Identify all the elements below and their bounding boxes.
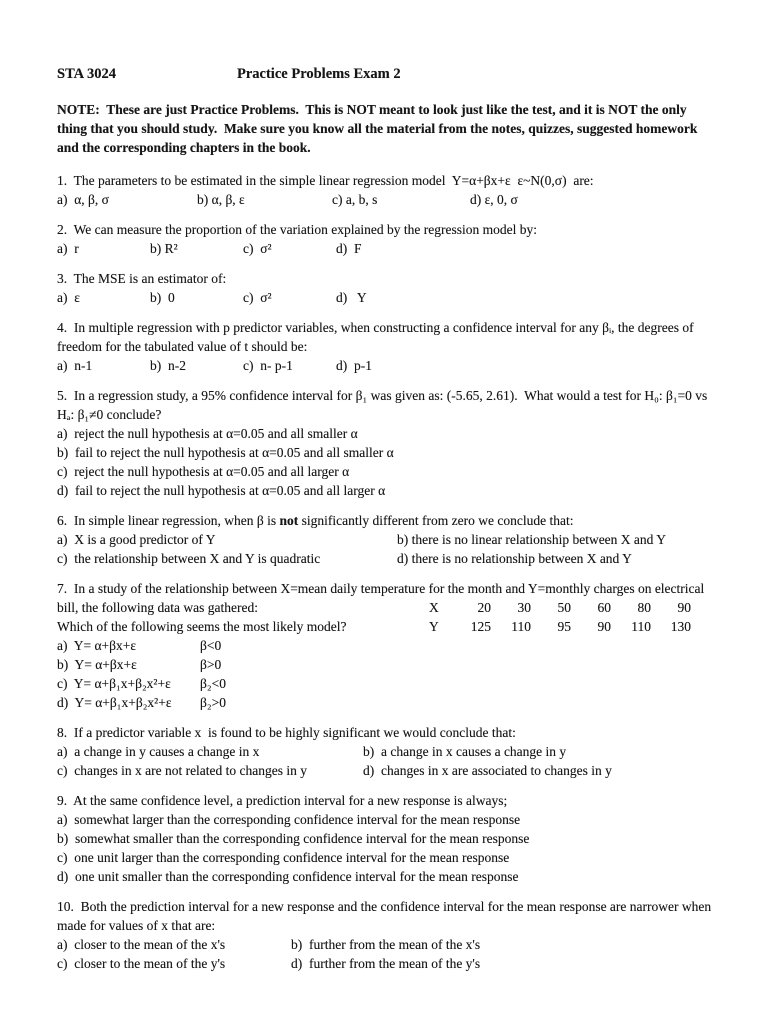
question-10 [57,897,718,973]
q3-option-a: a) ε [57,290,80,305]
question-4 [57,318,718,375]
q7-y-label: Y [429,619,439,634]
q10-options-row-2 [57,954,718,973]
course-code: STA 3024 [57,66,116,82]
q6-options-row-2 [57,549,718,568]
q10-stem: 10. Both the prediction interval for a new response and the confidence interval for the mean response are narrower when made for values of x that are: [57,899,715,933]
q7-x-5: 90 [677,600,691,615]
q6-option-d: d) there is no relationship between X and Y [397,551,632,566]
q9-option-c: c) one unit larger than the corresponding confidence interval for the mean response [57,850,510,865]
q7-option-a-condition: β<0 [200,638,222,653]
q7-stem-left [57,598,429,636]
q8-options-row-2 [57,761,718,780]
q10-option-b: b) further from the mean of the x's [291,937,481,952]
question-2 [57,220,718,258]
q7-x-label: X [429,600,439,615]
q8-option-d: d) changes in x are associated to changes in y [363,763,612,778]
q6-stem-before: 6. In simple linear regression, when β is [57,513,280,528]
q8-stem: 8. If a predictor variable x is found to be highly significant we would conclude that: [57,725,516,740]
q6-options-row-1 [57,530,718,549]
q4-option-a: a) n-1 [57,358,93,373]
q2-stem: 2. We can measure the proportion of the variation explained by the regression model by: [57,222,538,237]
q7-y-4: 110 [631,619,651,634]
q1-option-b: b) α, β, ε [197,192,245,207]
q7-x-4: 80 [637,600,651,615]
q6-stem-after: significantly different from zero we conclude that: [298,513,574,528]
question-1 [57,171,718,209]
q7-stem-line-2: bill, the following data was gathered: [57,600,258,615]
q4-option-b: b) n-2 [150,358,186,373]
q9-option-a: a) somewhat larger than the corresponding confidence interval for the mean response [57,812,521,827]
q6-stem-bold: not [279,513,299,528]
q5-option-d: d) fail to reject the null hypothesis at α=0.05 and all larger α [57,483,386,498]
q7-x-0: 20 [477,600,491,615]
q3-option-d: d) Y [336,290,367,305]
q1-option-c: c) a, b, s [332,192,378,207]
q7-y-5: 130 [670,619,691,634]
q4-stem: 4. In multiple regression with p predictor variables, when constructing a confidence interval for any βᵢ, the degrees of freedom for the tabulated value of t should be: [57,320,697,354]
q9-option-d: d) one unit smaller than the corresponding confidence interval for the mean response [57,869,519,884]
q1-option-a: a) α, β, σ [57,192,109,207]
q7-y-2: 95 [557,619,571,634]
question-8 [57,723,718,780]
q1-stem: 1. The parameters to be estimated in the simple linear regression model Y=α+βx+ε ε~N(0,σ) are: [57,173,594,188]
q7-data [429,598,691,636]
q8-option-a: a) a change in y causes a change in x [57,744,260,759]
q10-option-c: c) closer to the mean of the y's [57,956,226,971]
q10-options-row-1 [57,935,718,954]
q5-option-a: a) reject the null hypothesis at α=0.05 and all smaller α [57,426,358,441]
q7-stem-line-1: 7. In a study of the relationship between X=mean daily temperature for the month and Y=monthly charges on electrical [57,581,705,596]
q7-x-3: 60 [597,600,611,615]
q2-options [57,239,718,258]
q8-options-row-1 [57,742,718,761]
q2-option-c: c) σ² [243,241,272,256]
q10-option-a: a) closer to the mean of the x's [57,937,226,952]
q2-option-d: d) F [336,241,362,256]
q7-option-c-condition: β₂<0 [200,676,226,691]
q4-options [57,356,718,375]
q7-option-d [57,693,718,712]
q7-data-table [429,598,691,636]
q6-option-b: b) there is no linear relationship between X and Y [397,532,667,547]
q4-option-d: d) p-1 [336,358,372,373]
q6-option-c: c) the relationship between X and Y is quadratic [57,551,321,566]
q7-option-c [57,674,718,693]
question-5 [57,386,718,500]
q7-option-b [57,655,718,674]
q7-option-a [57,636,718,655]
q6-stem [57,511,718,530]
q7-option-b-formula: b) Y= α+βx+ε [57,657,137,672]
q7-stem-line-3: Which of the following seems the most likely model? [57,619,347,634]
note-paragraph: NOTE: These are just Practice Problems. This is NOT meant to look just like the test, and it is NOT the only thing that you should study. Make sure you know all the material from the notes, quizzes, suggested homework and the corresponding chapters in the book. [57,102,701,155]
q7-stem-and-data [57,598,718,636]
q5-stem: 5. In a regression study, a 95% confidence interval for β₁ was given as: (-5.65, 2.61). What would a test for H₀: β₁=0 vs Hₐ: β₁≠0 conclude? [57,388,711,422]
q6-option-a: a) X is a good predictor of Y [57,532,216,547]
page-title: Practice Problems Exam 2 [237,66,401,82]
q7-y-0: 125 [470,619,491,634]
document-header [57,65,718,84]
q8-option-c: c) changes in x are not related to changes in y [57,763,308,778]
question-9 [57,791,718,886]
q8-option-b: b) a change in x causes a change in y [363,744,567,759]
q3-options [57,288,718,307]
question-6 [57,511,718,568]
q5-option-b: b) fail to reject the null hypothesis at α=0.05 and all smaller α [57,445,394,460]
q7-option-b-condition: β>0 [200,657,222,672]
q7-y-3: 90 [597,619,611,634]
q4-option-c: c) n- p-1 [243,358,293,373]
q1-option-d: d) ε, 0, σ [470,192,518,207]
question-7 [57,579,718,712]
q7-x-row [429,598,691,617]
q7-y-row [429,617,691,636]
q2-option-a: a) r [57,241,79,256]
q7-x-1: 30 [517,600,531,615]
q7-y-1: 110 [511,619,531,634]
q7-option-a-formula: a) Y= α+βx+ε [57,638,137,653]
q5-option-c: c) reject the null hypothesis at α=0.05 and all larger α [57,464,350,479]
q9-option-b: b) somewhat smaller than the corresponding confidence interval for the mean response [57,831,530,846]
q7-option-d-formula: d) Y= α+β₁x+β₂x²+ε [57,695,172,710]
q10-option-d: d) further from the mean of the y's [291,956,481,971]
q7-option-c-formula: c) Y= α+β₁x+β₂x²+ε [57,676,171,691]
q7-x-2: 50 [557,600,571,615]
question-3 [57,269,718,307]
q1-options [57,190,718,209]
q3-option-b: b) 0 [150,290,175,305]
q3-stem: 3. The MSE is an estimator of: [57,271,227,286]
q3-option-c: c) σ² [243,290,272,305]
q2-option-b: b) R² [150,241,178,256]
q7-option-d-condition: β₂>0 [200,695,226,710]
q9-stem: 9. At the same confidence level, a prediction interval for a new response is always; [57,793,508,808]
